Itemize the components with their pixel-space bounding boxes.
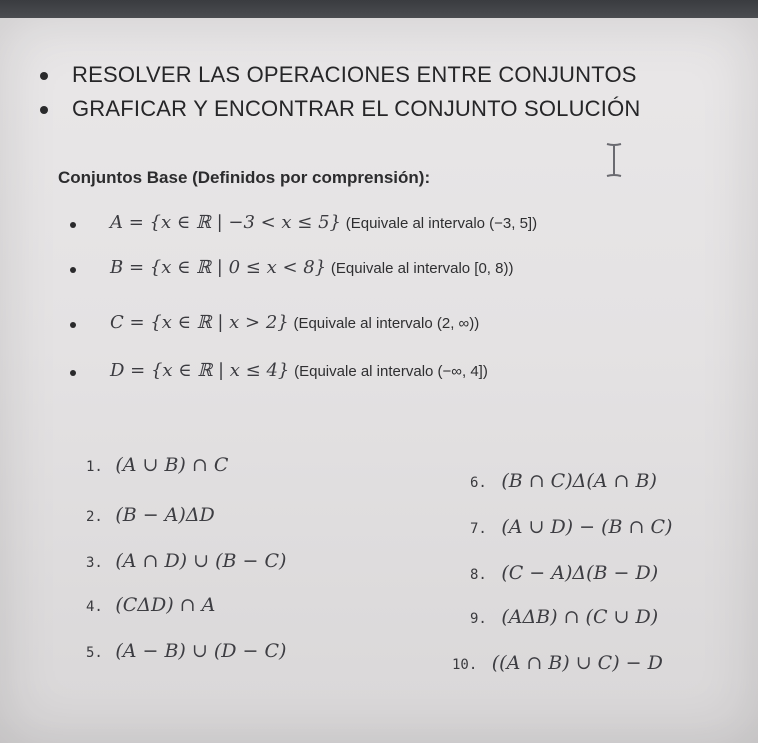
base-sets-title: Conjuntos Base (Definidos por comprensión): (58, 168, 431, 187)
exercise-number: 4. (86, 599, 103, 615)
set-definition-c (110, 312, 479, 333)
set-definition-b (110, 257, 513, 278)
heading-bullet (40, 106, 48, 114)
text-cursor-icon (604, 142, 624, 178)
set-expression: C = {x ∈ ℝ | x > 2} (110, 312, 289, 333)
exercise-number: 2. (86, 509, 103, 525)
set-definition-a (110, 212, 537, 233)
set-bullet (70, 322, 76, 328)
set-bullet (70, 222, 76, 228)
exercise-expression: (A ∩ D) ∪ (B − C) (115, 550, 287, 572)
exercise-expression: (A − B) ∪ (D − C) (115, 640, 287, 662)
exercise-number: 8. (470, 567, 487, 583)
exercise-item (86, 640, 286, 662)
exercise-item (470, 562, 658, 584)
set-expression: A = {x ∈ ℝ | −3 < x ≤ 5} (110, 212, 342, 233)
exercise-item (470, 606, 658, 628)
exercise-item (86, 454, 228, 476)
set-interval-note: (Equivale al intervalo (2, ∞)) (293, 315, 480, 332)
heading-bullet (40, 72, 48, 80)
exercise-item (86, 594, 215, 616)
exercise-expression: (A ∪ B) ∩ C (115, 454, 229, 476)
exercise-number: 9. (470, 611, 487, 627)
exercise-number: 7. (470, 521, 487, 537)
exercise-number: 5. (86, 645, 103, 661)
exercise-item (86, 550, 286, 572)
exercise-expression: (AΔB) ∩ (C ∪ D) (501, 606, 659, 628)
set-expression: B = {x ∈ ℝ | 0 ≤ x < 8} (110, 257, 327, 278)
set-bullet (70, 267, 76, 273)
heading-1: RESOLVER LAS OPERACIONES ENTRE CONJUNTOS (72, 62, 637, 87)
set-bullet (70, 370, 76, 376)
exercise-number: 3. (86, 555, 103, 571)
exercise-number: 6. (470, 475, 487, 491)
exercise-expression: (CΔD) ∩ A (115, 594, 216, 616)
exercise-number: 10. (452, 657, 478, 673)
exercise-expression: (C − A)Δ(B − D) (501, 562, 659, 584)
exercise-item (470, 470, 657, 492)
set-interval-note: (Equivale al intervalo (−∞, 4]) (294, 363, 488, 380)
heading-2: GRAFICAR Y ENCONTRAR EL CONJUNTO SOLUCIÓN (72, 96, 641, 121)
exercise-number: 1. (86, 459, 103, 475)
set-interval-note: (Equivale al intervalo [0, 8)) (330, 260, 514, 277)
exercise-expression: (B − A)ΔD (115, 504, 215, 526)
set-interval-note: (Equivale al intervalo (−3, 5]) (345, 215, 538, 232)
exercise-item (86, 504, 215, 526)
set-definition-d (110, 360, 488, 381)
exercise-expression: (A ∪ D) − (B ∩ C) (501, 516, 673, 538)
exercise-item (452, 652, 663, 674)
exercise-expression: (B ∩ C)Δ(A ∩ B) (501, 470, 657, 492)
exercise-item (470, 516, 672, 538)
exercise-expression: ((A ∩ B) ∪ C) − D (491, 652, 663, 674)
set-expression: D = {x ∈ ℝ | x ≤ 4} (110, 360, 290, 381)
